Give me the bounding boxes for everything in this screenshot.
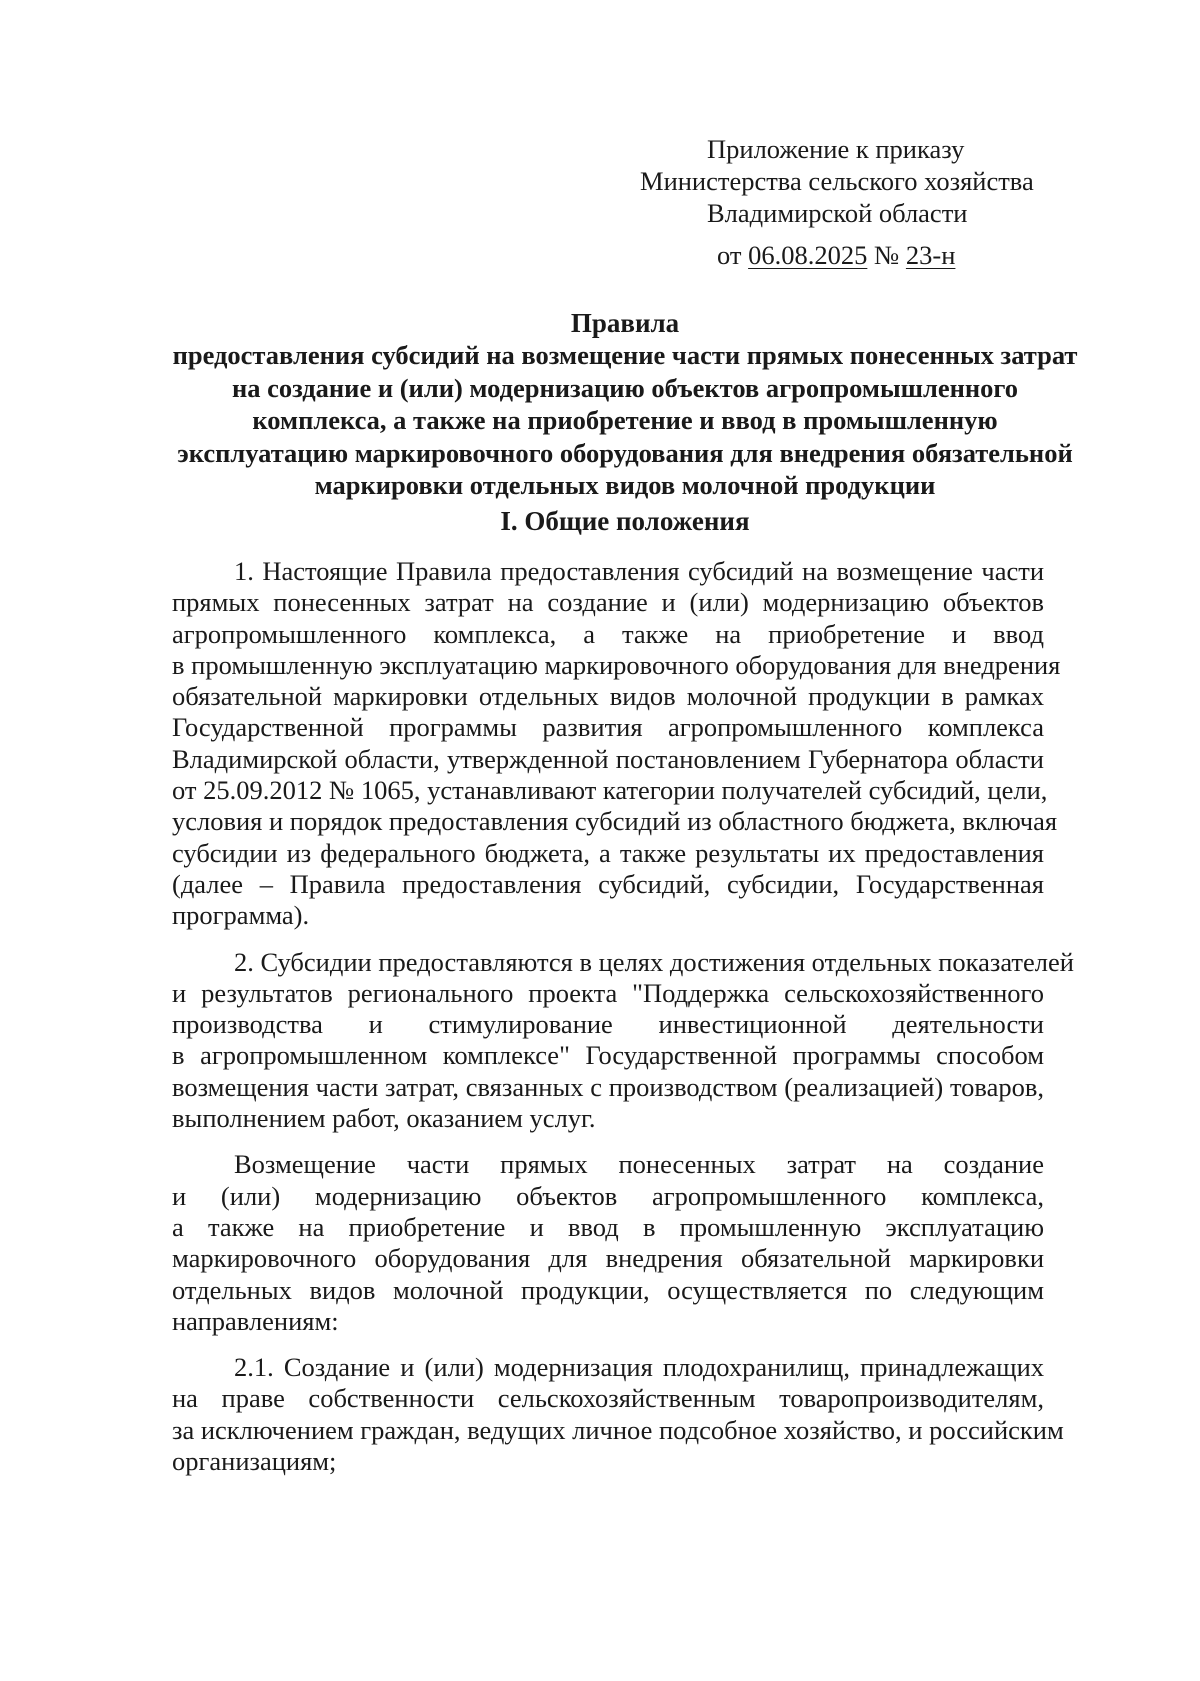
paragraph-line: Возмещение части прямых понесенных затрат на создание [234, 1149, 1044, 1180]
number-sign: № [873, 240, 900, 270]
paragraph-line: Государственной программы развития агропромышленного комплекса [172, 712, 1044, 743]
paragraph-line: и результатов регионального проекта "Поддержка сельскохозяйственного [172, 977, 1044, 1008]
paragraph-line: отдельных видов молочной продукции, осуществляется по следующим [172, 1274, 1044, 1305]
appendix-line-3: Владимирской области [707, 198, 968, 228]
order-number: 23-н [905, 240, 956, 270]
paragraph-line: 1. Настоящие Правила предоставления субсидий на возмещение части [234, 556, 1044, 586]
paragraph-line: выполнением работ, оказанием услуг. [172, 1103, 596, 1134]
paragraph-line: программа). [172, 900, 310, 931]
paragraph-line: субсидии из федерального бюджета, а также результаты их предоставления [172, 837, 1044, 868]
appendix-header [640, 133, 1140, 271]
paragraph-line: организациям; [172, 1446, 337, 1477]
paragraph-line: направлениям: [172, 1305, 339, 1336]
paragraph-4 [172, 1352, 1064, 1477]
paragraph-1 [172, 556, 1061, 932]
paragraph-line: 2. Субсидии предоставляются в целях достижения отдельных показателей [234, 946, 1074, 977]
paragraph-line: условия и порядок предоставления субсидий из областного бюджета, включая [172, 806, 1058, 837]
paragraph-line: от 25.09.2012 № 1065, устанавливают категории получателей субсидий, цели, [172, 775, 1048, 806]
paragraph-line: в промышленную эксплуатацию маркировочного оборудования для внедрения [172, 649, 1061, 680]
paragraph-line: обязательной маркировки отдельных видов молочной продукции в рамках [172, 681, 1044, 712]
title-sub-line: эксплуатацию маркировочного оборудования для внедрения обязательной [177, 437, 1073, 468]
appendix-line-2: Министерства сельского хозяйства [640, 166, 1034, 196]
title-sub-line: на создание и (или) модернизацию объектов агропромышленного [231, 372, 1019, 403]
title-sub-line: комплекса, а также на приобретение и ввод в промышленную [252, 405, 998, 435]
document-body [172, 556, 1074, 1477]
title-sub-line: предоставления субсидий на возмещение части прямых понесенных затрат [172, 340, 1078, 370]
appendix-date-line [640, 239, 1140, 271]
paragraph-line: (далее – Правила предоставления субсидий, субсидии, Государственная [172, 868, 1044, 899]
order-date: 06.08.2025 [748, 240, 868, 270]
paragraph-3 [172, 1149, 1044, 1337]
paragraph-line: маркировочного оборудования для внедрения обязательной маркировки [172, 1243, 1044, 1274]
paragraph-line: производства и стимулирование инвестиционной деятельности [172, 1009, 1044, 1040]
title-sub-line: маркировки отдельных видов молочной продукции [314, 470, 936, 500]
section-heading: I. Общие положения [500, 506, 750, 536]
title-subtitle [150, 339, 1100, 502]
paragraph-line: агропромышленного комплекса, а также на приобретение и ввод [172, 618, 1044, 649]
paragraph-line: в агропромышленном комплексе" Государственной программы способом [172, 1040, 1044, 1071]
paragraph-line: и (или) модернизацию объектов агропромышленного комплекса, [172, 1180, 1044, 1211]
paragraph-line: возмещения части затрат, связанных с производством (реализацией) товаров, [172, 1071, 1044, 1102]
paragraph-line: 2.1. Создание и (или) модернизация плодохранилищ, принадлежащих [234, 1352, 1044, 1383]
paragraph-2 [172, 946, 1074, 1135]
paragraph-line: Владимирской области, утвержденной постановлением Губернатора области [172, 743, 1044, 774]
paragraph-line: прямых понесенных затрат на создание и (или) модернизацию объектов [172, 587, 1044, 618]
paragraph-line: на праве собственности сельскохозяйственным товаропроизводителям, [172, 1383, 1044, 1414]
document-title [150, 307, 1100, 502]
paragraph-line: за исключением граждан, ведущих личное подсобное хозяйство, и российским [172, 1414, 1064, 1445]
date-prefix: от [717, 240, 742, 270]
title-main: Правила [570, 308, 680, 338]
appendix-line-1: Приложение к приказу [707, 134, 965, 164]
paragraph-line: а также на приобретение и ввод в промышленную эксплуатацию [172, 1211, 1044, 1242]
